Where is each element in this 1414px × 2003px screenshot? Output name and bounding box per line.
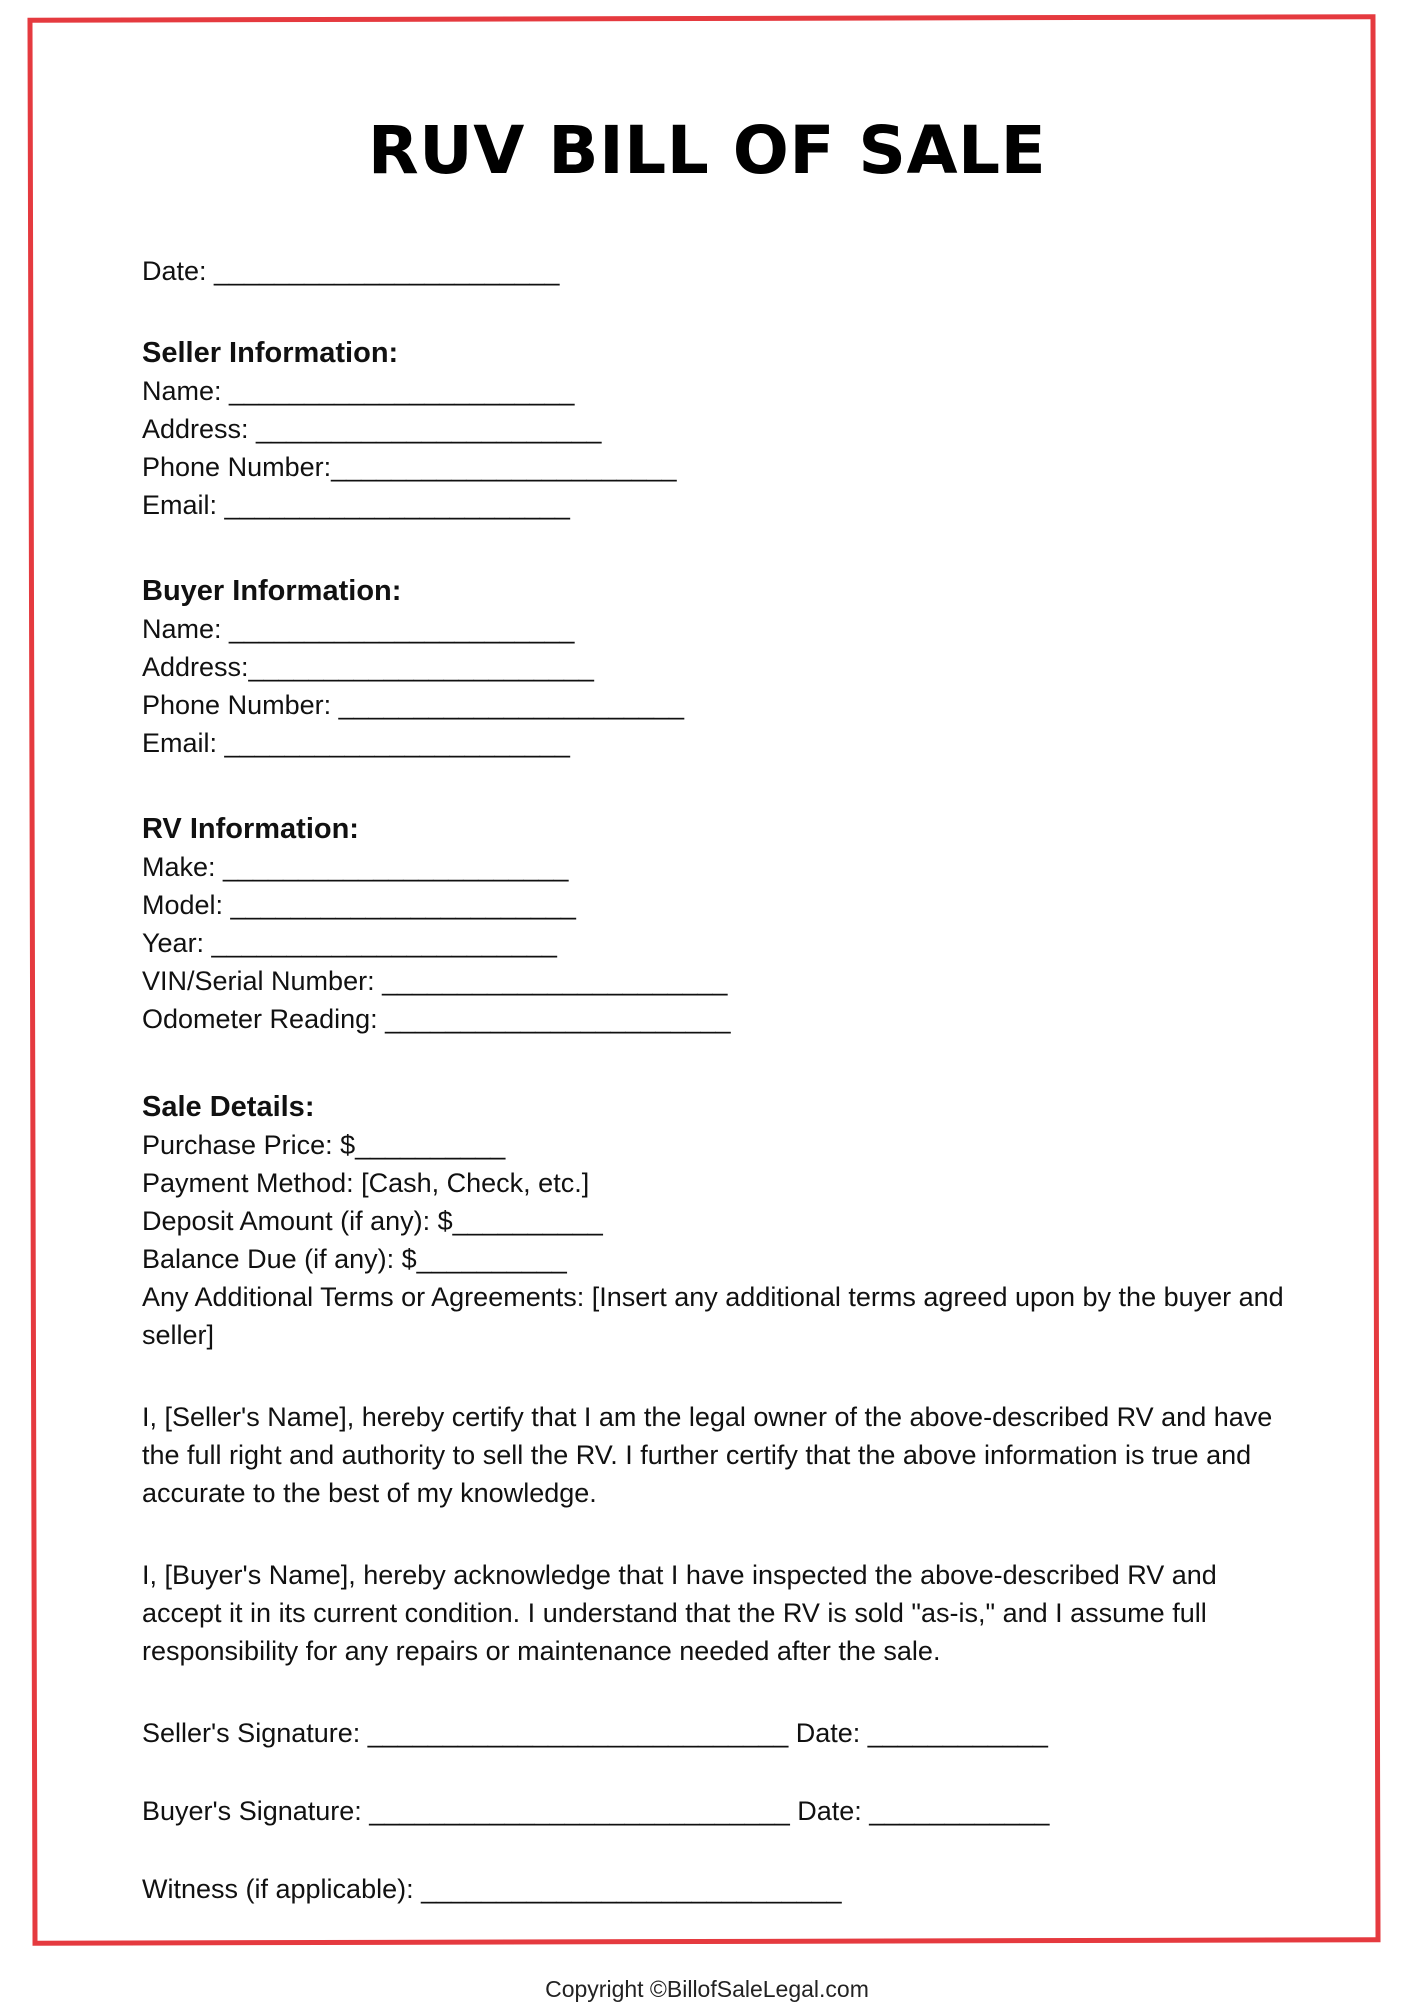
witness-signature-line: Witness (if applicable): ____________________________ — [142, 1874, 842, 1904]
buyer-email-field: Email: _______________________ — [142, 728, 570, 758]
buyer-signature-line: Buyer's Signature: ____________________________ Date: ____________ — [142, 1796, 1050, 1826]
balance-field: Balance Due (if any): $__________ — [142, 1244, 567, 1274]
sale-heading: Sale Details: — [142, 1091, 315, 1123]
buyer-heading: Buyer Information: — [142, 575, 402, 607]
additional-terms-field: Any Additional Terms or Agreements: [Insert any additional terms agreed upon by the buyer and seller] — [142, 1282, 1284, 1350]
rv-heading: RV Information: — [142, 813, 359, 845]
copyright-footer: Copyright ©BillofSaleLegal.com — [545, 1976, 869, 2002]
rv-odometer-field: Odometer Reading: _______________________ — [142, 1004, 731, 1034]
seller-phone-field: Phone Number:_______________________ — [142, 452, 677, 482]
seller-heading: Seller Information: — [142, 337, 399, 369]
date-field: Date: _______________________ — [142, 256, 560, 286]
seller-address-field: Address: _______________________ — [142, 414, 602, 444]
payment-method-field: Payment Method: [Cash, Check, etc.] — [142, 1168, 590, 1198]
rv-year-field: Year: _______________________ — [142, 928, 557, 958]
purchase-price-field: Purchase Price: $__________ — [142, 1130, 506, 1160]
buyer-address-field: Address:_______________________ — [142, 652, 594, 682]
seller-email-field: Email: _______________________ — [142, 490, 570, 520]
rv-vin-field: VIN/Serial Number: _______________________ — [142, 966, 728, 996]
page-title: RUV BILL OF SALE — [367, 112, 1047, 189]
seller-name-field: Name: _______________________ — [142, 376, 575, 406]
rv-make-field: Make: _______________________ — [142, 852, 569, 882]
document-body — [142, 252, 1292, 1908]
buyer-phone-field: Phone Number: _______________________ — [142, 690, 684, 720]
deposit-field: Deposit Amount (if any): $__________ — [142, 1206, 603, 1236]
rv-model-field: Model: _______________________ — [142, 890, 576, 920]
buyer-name-field: Name: _______________________ — [142, 614, 575, 644]
seller-signature-line: Seller's Signature: ____________________________ Date: ____________ — [142, 1718, 1048, 1748]
seller-certification: I, [Seller's Name], hereby certify that I am the legal owner of the above-described RV and have the full right and authority to sell the RV. I further certify that the above information is true and accurate to the best of my knowledge. — [142, 1402, 1273, 1508]
buyer-acknowledgement: I, [Buyer's Name], hereby acknowledge that I have inspected the above-described RV and accept it in its current condition. I understand that the RV is sold "as-is," and I assume full responsibility for any repairs or maintenance needed after the sale. — [142, 1560, 1217, 1666]
